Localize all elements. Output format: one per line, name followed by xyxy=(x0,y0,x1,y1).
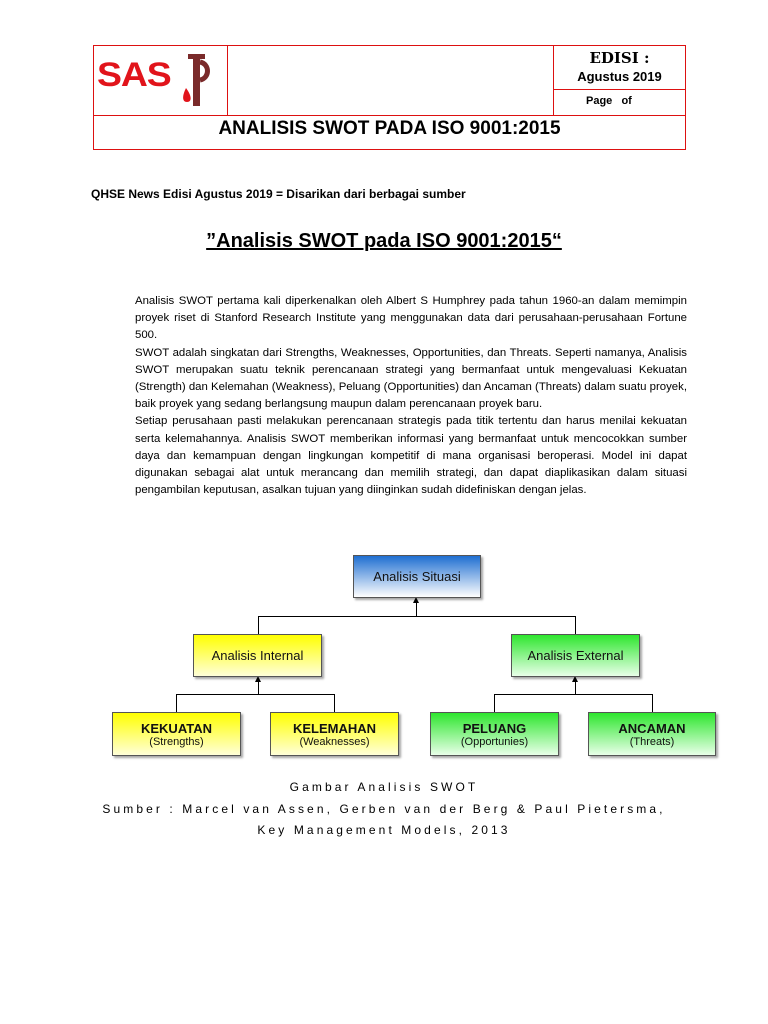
box-label: Analisis Situasi xyxy=(373,569,461,584)
paragraph: SWOT adalah singkatan dari Strengths, Weaknesses, Opportunities, dan Threats. Seperti namanya, Analisis SWOT merupakan suatu teknik perencanaan strategi yang bermanfaat untuk mengevaluasi Kekuatan (Strength) dan Kelemahan (Weakness), Peluang (Opportunities) dan Ancaman (Threats) dalam suatu proyek, baik proyek yang sedang berlangsung maupun dalam perencanaan proyek baru. xyxy=(135,346,687,411)
figure-caption: Gambar Analisis SWOT xyxy=(289,780,479,794)
paragraph: Setiap perusahaan pasti melakukan perencanaan strategis pada titik tertentu dan harus menilai kekuatan serta kelemahannya. Analisis SWOT memberikan informasi yang bermanfaat untuk mencocokkan sumber daya dan kemampuan dengan lingkungan kompetitif di mana organisasi beroperasi. Model ini dapat digunakan sebagai alat untuk merancang dan memilih strategi, dan dapat diaplikasikan dalam situasi pengambilan keputusan, asalkan tujuan yang diinginkan sudah didefiniskan dengan jelas. xyxy=(135,415,687,497)
root-box-situation-analysis xyxy=(353,555,481,598)
edition-label: EDISI : xyxy=(589,49,650,67)
news-source-line: QHSE News Edisi Agustus 2019 = Disarikan dari berbagai sumber xyxy=(91,187,466,201)
box-sublabel: (Opportunies) xyxy=(460,736,529,748)
internal-analysis-box xyxy=(193,634,322,677)
connector-line xyxy=(652,694,653,712)
threats-box xyxy=(588,712,716,756)
header-divider xyxy=(93,115,686,116)
connector-line xyxy=(176,694,177,712)
company-logo-text: SAS xyxy=(97,56,171,94)
box-label: Analisis External xyxy=(527,648,624,663)
box-label: KELEMAHAN xyxy=(292,721,377,736)
figure-source: Sumber : Marcel van Assen, Gerben van der Berg & Paul Pietersma, xyxy=(102,802,666,816)
header-title: ANALISIS SWOT PADA ISO 9001:2015 xyxy=(218,118,561,139)
connector-line xyxy=(258,616,575,617)
header-divider xyxy=(227,45,228,115)
box-label: ANCAMAN xyxy=(618,721,686,736)
box-sublabel: (Weaknesses) xyxy=(299,736,370,748)
document-title: ”Analisis SWOT pada ISO 9001:2015“ xyxy=(206,230,562,252)
external-analysis-box xyxy=(511,634,640,677)
box-label: PELUANG xyxy=(462,721,527,736)
box-label: Analisis Internal xyxy=(211,648,304,663)
opportunities-box xyxy=(430,712,559,756)
company-logo-icon xyxy=(178,52,212,110)
weaknesses-box xyxy=(270,712,399,756)
edition-date: Agustus 2019 xyxy=(577,69,662,84)
paragraph: Analisis SWOT pertama kali diperkenalkan oleh Albert S Humphrey pada tahun 1960-an dalam memimpin proyek riset di Stanford Research Institute yang menggunakan data dari perusahaan-perusahaan Fortune 500. xyxy=(135,295,687,342)
box-sublabel: (Strengths) xyxy=(149,736,204,748)
figure-source-continued: Key Management Models, 2013 xyxy=(257,823,511,837)
connector-line xyxy=(176,694,334,695)
connector-line xyxy=(494,694,652,695)
box-sublabel: (Threats) xyxy=(629,736,675,748)
box-label: KEKUATAN xyxy=(140,721,212,736)
body-text xyxy=(135,293,687,499)
strengths-box xyxy=(112,712,241,756)
connector-line xyxy=(494,694,495,712)
connector-line xyxy=(334,694,335,712)
connector-line xyxy=(575,616,576,634)
header-divider xyxy=(553,89,686,90)
connector-line xyxy=(258,616,259,634)
page-number-label: Page of xyxy=(586,95,632,107)
